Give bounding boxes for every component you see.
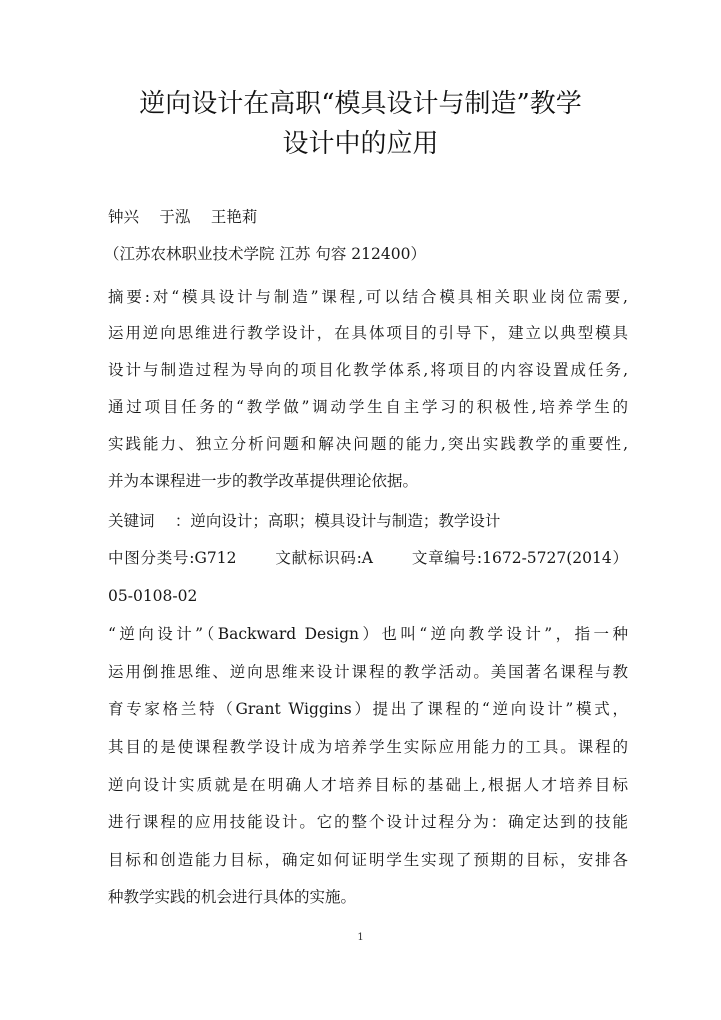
- abstract-line: 通过项目任务的“教学做”调动学生自主学习的积极性,培养学生的: [108, 398, 628, 416]
- classification-line-2: 05-0108-02: [108, 587, 198, 605]
- article-title-line-1: 逆向设计在高职“模具设计与制造”教学: [139, 89, 582, 119]
- abstract-line: 实践能力、独立分析问题和解决问题的能力,突出实践教学的重要性,: [108, 435, 628, 453]
- body-line: 育专家格兰特（Grant Wiggins）提出了课程的“逆向设计”模式，: [108, 700, 628, 718]
- body-line: 运用倒推思维、逆向思维来设计课程的教学活动。美国著名课程与教: [108, 663, 628, 681]
- body-line: “逆向设计”（Backward Design）也叫“逆向教学设计”，指一种: [108, 625, 628, 643]
- article-title-line-2: 设计中的应用: [282, 129, 439, 159]
- abstract-line: 运用逆向思维进行教学设计，在具体项目的引导下，建立以典型模具: [108, 324, 628, 342]
- authors: 钟兴 于泓 王艳莉: [108, 208, 258, 226]
- abstract-line: 摘要:对“模具设计与制造”课程,可以结合模具相关职业岗位需要,: [108, 288, 628, 306]
- body-line: 种教学实践的机会进行具体的实施。: [108, 888, 357, 906]
- affiliation: （江苏农林职业技术学院 江苏 句容 212400）: [104, 245, 426, 263]
- body-line: 进行课程的应用技能设计。它的整个设计过程分为：确定达到的技能: [108, 813, 628, 831]
- body-line: 其目的是使课程教学设计成为培养学生实际应用能力的工具。课程的: [108, 738, 628, 756]
- abstract-line: 设计与制造过程为导向的项目化教学体系,将项目的内容设置成任务,: [108, 361, 628, 379]
- keywords: 关键词 ：逆向设计；高职；模具设计与制造；教学设计: [108, 512, 501, 530]
- body-line: 逆向设计实质就是在明确人才培养目标的基础上,根据人才培养目标: [108, 776, 628, 794]
- page-number: 1: [357, 932, 364, 943]
- body-line: 目标和创造能力目标，确定如何证明学生实现了预期的目标，安排各: [108, 851, 628, 869]
- classification-line-1: 中图分类号:G712 文献标识码:A 文章编号:1672-5727(2014）: [108, 549, 628, 567]
- abstract-line: 并为本课程进一步的教学改革提供理论依据。: [108, 472, 419, 490]
